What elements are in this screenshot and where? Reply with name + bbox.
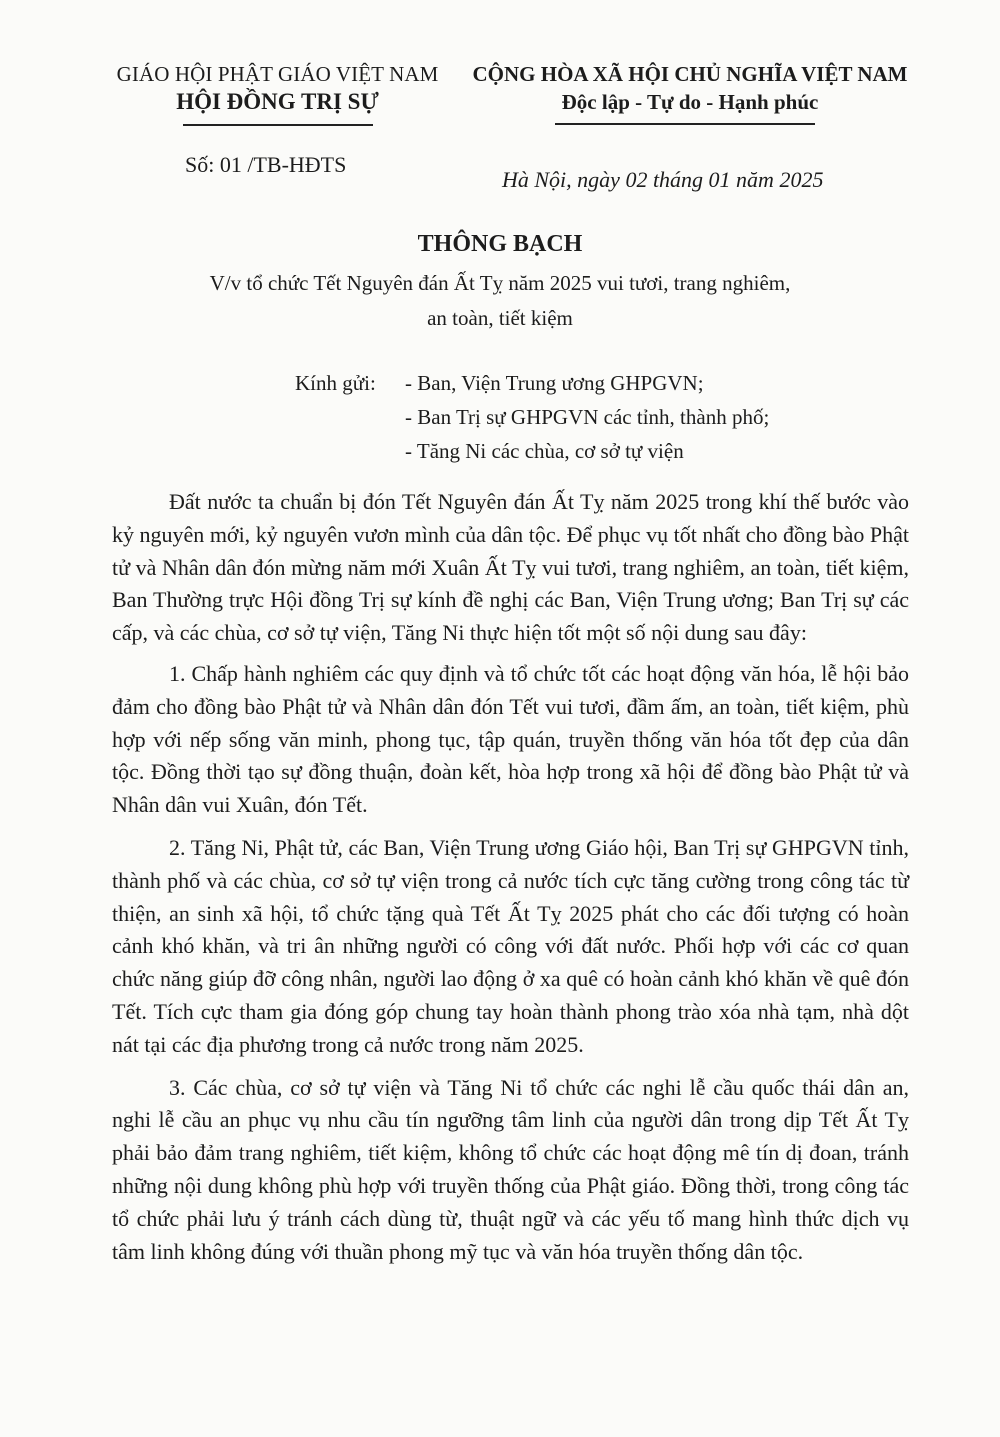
organization-name: GIÁO HỘI PHẬT GIÁO VIỆT NAM	[116, 62, 439, 86]
recipient-item: - Ban Trị sự GHPGVN các tỉnh, thành phố;	[405, 405, 770, 429]
issuer-header	[105, 62, 450, 126]
intro-paragraph: Đất nước ta chuẩn bị đón Tết Nguyên đán Ất Tỵ năm 2025 trong khí thế bước vào kỷ nguyên mới, kỷ nguyên vươn mình của dân tộc. Để phục vụ tốt nhất cho đồng bào Phật tử và Nhân dân đón mừng năm mới Xuân Ất Tỵ vui tươi, trang nghiêm, an toàn, tiết kiệm, Ban Thường trực Hội đồng Trị sự kính đề nghị các Ban, Viện Trung ương; Ban Trị sự các cấp, và các chùa, cơ sở tự viện, Tăng Ni thực hiện tốt một số nội dung sau đây:	[112, 489, 909, 646]
national-header	[455, 62, 925, 125]
motto-underline	[555, 123, 815, 125]
national-motto: Độc lập - Tự do - Hạnh phúc	[561, 90, 819, 114]
document-number: Số: 01 /TB-HĐTS	[185, 152, 347, 177]
council-name: HỘI ĐỒNG TRỊ SỰ	[176, 89, 379, 114]
subject-line-2: an toàn, tiết kiệm	[427, 306, 573, 330]
place-date: Hà Nội, ngày 02 tháng 01 năm 2025	[502, 167, 824, 192]
recipient-item: - Tăng Ni các chùa, cơ sở tự viện	[405, 439, 684, 463]
body-item-2: 2. Tăng Ni, Phật tử, các Ban, Viện Trung ương Giáo hội, Ban Trị sự GHPGVN tỉnh, thành phố và các chùa, cơ sở tự viện trong cả nước tích cực tăng cường trong công tác từ thiện, an sinh xã hội, tổ chức tặng quà Tết Ất Tỵ 2025 phát cho các đối tượng có hoàn cảnh khó khăn, và tri ân những người có công với đất nước. Phối hợp với các cơ quan chức năng giúp đỡ công nhân, người lao động ở xa quê có hoàn cảnh khó khăn về quê đón Tết. Tích cực tham gia đóng góp chung tay hoàn thành phong trào xóa nhà tạm, nhà dột nát tại các địa phương trong cả nước trong năm 2025.	[112, 834, 909, 1057]
body-item-1: 1. Chấp hành nghiêm các quy định và tổ chức tốt các hoạt động văn hóa, lễ hội bảo đảm cho đồng bào Phật tử và Nhân dân đón Tết vui tươi, đầm ấm, an toàn, tiết kiệm, phù hợp với nếp sống văn minh, phong tục, tập quán, truyền thống văn hóa tốt đẹp của dân tộc. Đồng thời tạo sự đồng thuận, đoàn kết, hòa hợp trong xã hội để đồng bào Phật tử và Nhân dân vui Xuân, đón Tết.	[112, 660, 909, 818]
document-title: THÔNG BẠCH	[417, 231, 583, 257]
document-subject	[0, 266, 1000, 336]
subject-line-1: V/v tổ chức Tết Nguyên đán Ất Tỵ năm 2025 vui tươi, trang nghiêm,	[209, 271, 791, 295]
recipients-list	[405, 366, 769, 468]
document-body	[112, 486, 909, 1278]
body-item-3: 3. Các chùa, cơ sở tự viện và Tăng Ni tổ chức các nghi lễ cầu quốc thái dân an, nghi lễ cầu an phục vụ nhu cầu tín ngưỡng tâm linh của người dân trong dịp Tết Ất Tỵ phải bảo đảm trang nghiêm, tiết kiệm, không tổ chức các hoạt động mê tín dị đoan, tránh những nội dung không phù hợp với truyền thống của Phật giáo. Đồng thời, trong công tác tổ chức phải lưu ý tránh cách dùng từ, thuật ngữ và các yếu tố mang hình thức dịch vụ tâm linh không đúng với thuần phong mỹ tục và văn hóa truyền thống dân tộc.	[112, 1074, 909, 1264]
issuer-underline	[183, 124, 373, 126]
recipients-label: Kính gửi:	[295, 371, 376, 395]
nation-name: CỘNG HÒA XÃ HỘI CHỦ NGHĨA VIỆT NAM	[472, 62, 908, 86]
recipient-item: - Ban, Viện Trung ương GHPGVN;	[405, 371, 704, 395]
